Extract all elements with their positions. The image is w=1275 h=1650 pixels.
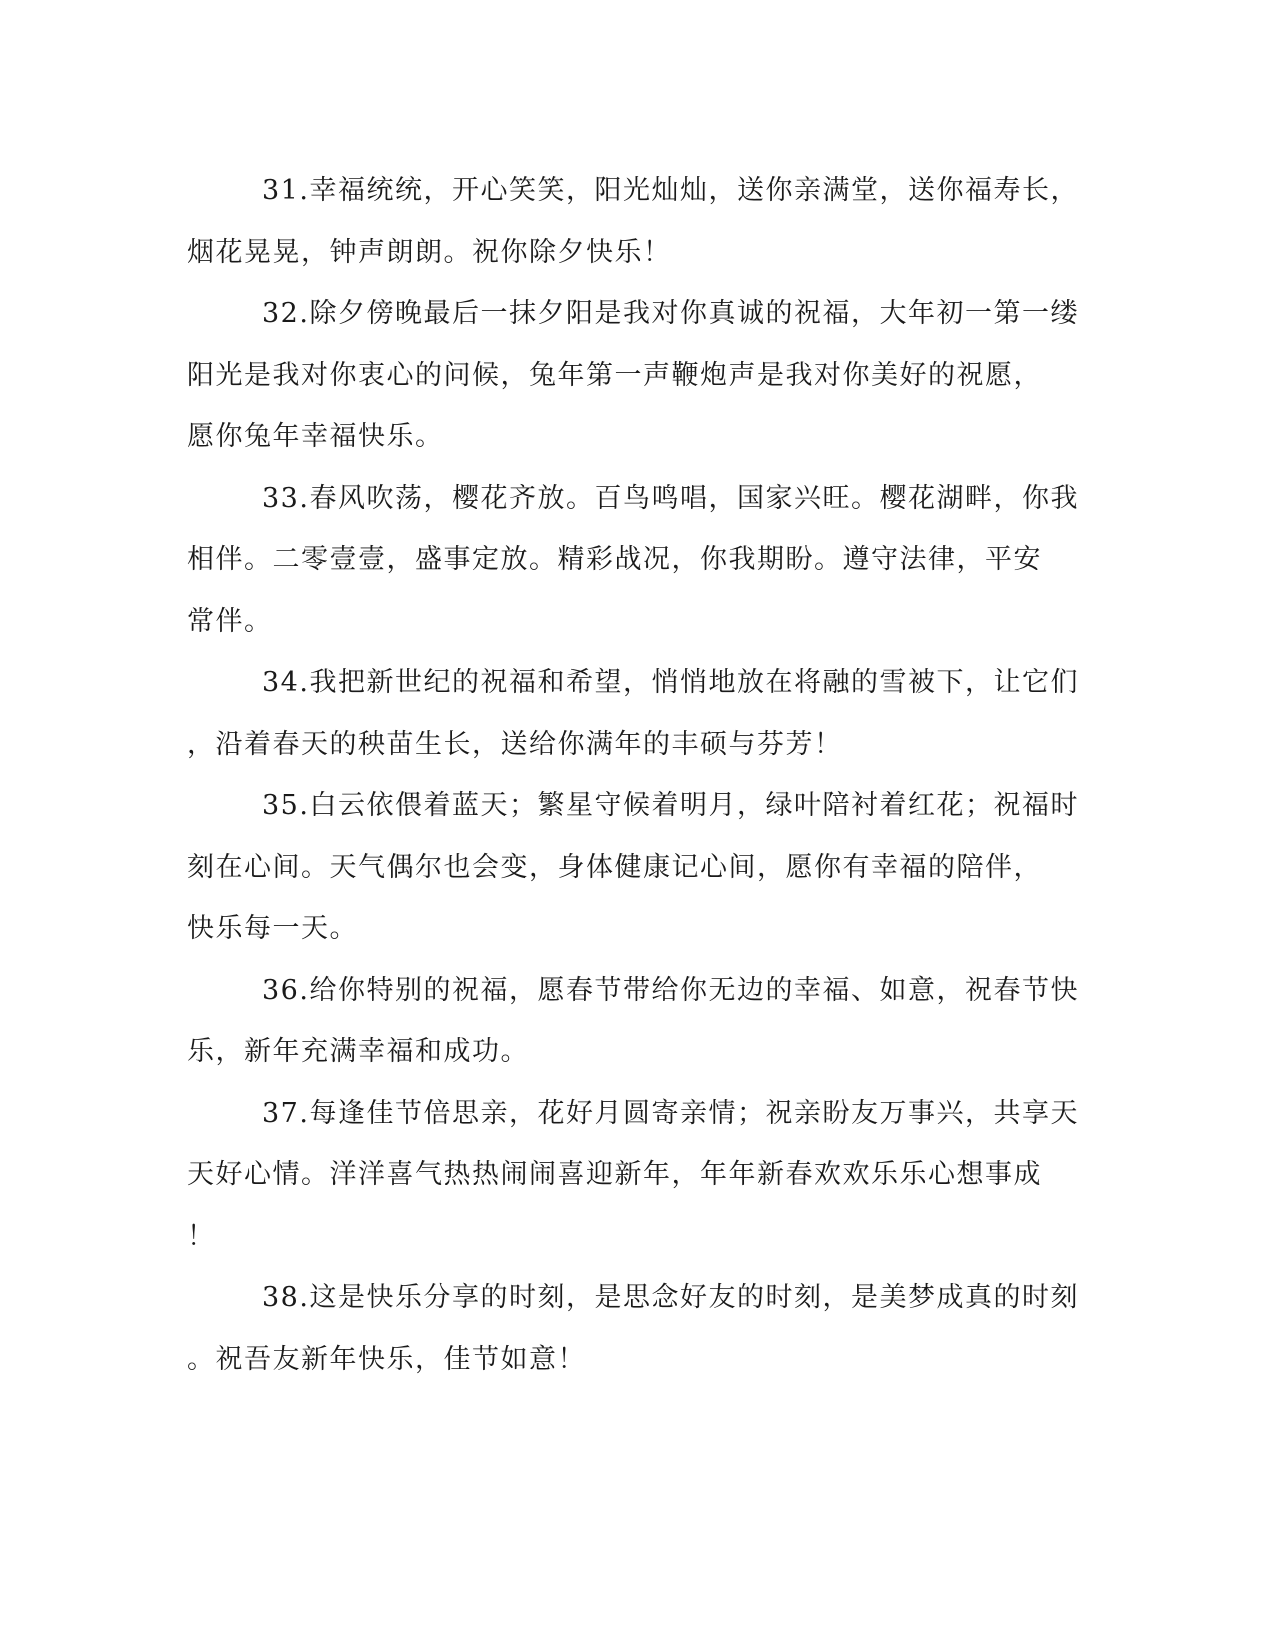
paragraph-line: ，沿着春天的秧苗生长，送给你满年的丰硕与芬芳！ [187, 728, 843, 760]
paragraph-line: 。祝吾友新年快乐，佳节如意！ [187, 1343, 586, 1375]
paragraph-line: 35.白云依偎着蓝天；繁星守候着明月，绿叶陪衬着红花；祝福时 [262, 790, 1079, 821]
paragraph-line: 31.幸福统统，开心笑笑，阳光灿灿，送你亲满堂，送你福寿长， [262, 175, 1079, 206]
paragraph-line: 天好心情。洋洋喜气热热闹闹喜迎新年，年年新春欢欢乐乐心想事成 [187, 1159, 1042, 1190]
paragraph-36 [187, 960, 1087, 1083]
document-body [187, 160, 1087, 1390]
paragraph-line: 36.给你特别的祝福，愿春节带给你无边的幸福、如意，祝春节快 [262, 974, 1079, 1006]
paragraph-line: 乐，新年充满幸福和成功。 [187, 1036, 529, 1067]
paragraph-line: 相伴。二零壹壹，盛事定放。精彩战况，你我期盼。遵守法律，平安 [187, 544, 1042, 575]
paragraph-line: 愿你兔年幸福快乐。 [187, 421, 444, 452]
paragraph-line: 烟花晃晃，钟声朗朗。祝你除夕快乐！ [187, 236, 672, 268]
paragraph-32 [187, 283, 1087, 468]
paragraph-33 [187, 468, 1087, 653]
paragraph-37 [187, 1083, 1087, 1268]
paragraph-line: 阳光是我对你衷心的问候，兔年第一声鞭炮声是我对你美好的祝愿， [187, 359, 1042, 391]
paragraph-line: 快乐每一天。 [187, 913, 358, 944]
paragraph-line: 33.春风吹荡，樱花齐放。百鸟鸣唱，国家兴旺。樱花湖畔，你我 [262, 482, 1079, 514]
paragraph-line: 37.每逢佳节倍思亲，花好月圆寄亲情；祝亲盼友万事兴，共享天 [262, 1097, 1079, 1129]
paragraph-line: 32.除夕傍晚最后一抹夕阳是我对你真诚的祝福，大年初一第一缕 [262, 298, 1079, 329]
paragraph-line: 34.我把新世纪的祝福和希望，悄悄地放在将融的雪被下，让它们 [262, 667, 1079, 698]
paragraph-line: 常伴。 [187, 605, 273, 637]
paragraph-line: ！ [187, 1220, 216, 1252]
paragraph-31 [187, 160, 1087, 283]
paragraph-line: 38.这是快乐分享的时刻，是思念好友的时刻，是美梦成真的时刻 [262, 1282, 1079, 1313]
paragraph-38 [187, 1267, 1087, 1390]
paragraph-35 [187, 775, 1087, 960]
paragraph-34 [187, 652, 1087, 775]
paragraph-line: 刻在心间。天气偶尔也会变，身体健康记心间，愿你有幸福的陪伴， [187, 851, 1042, 883]
